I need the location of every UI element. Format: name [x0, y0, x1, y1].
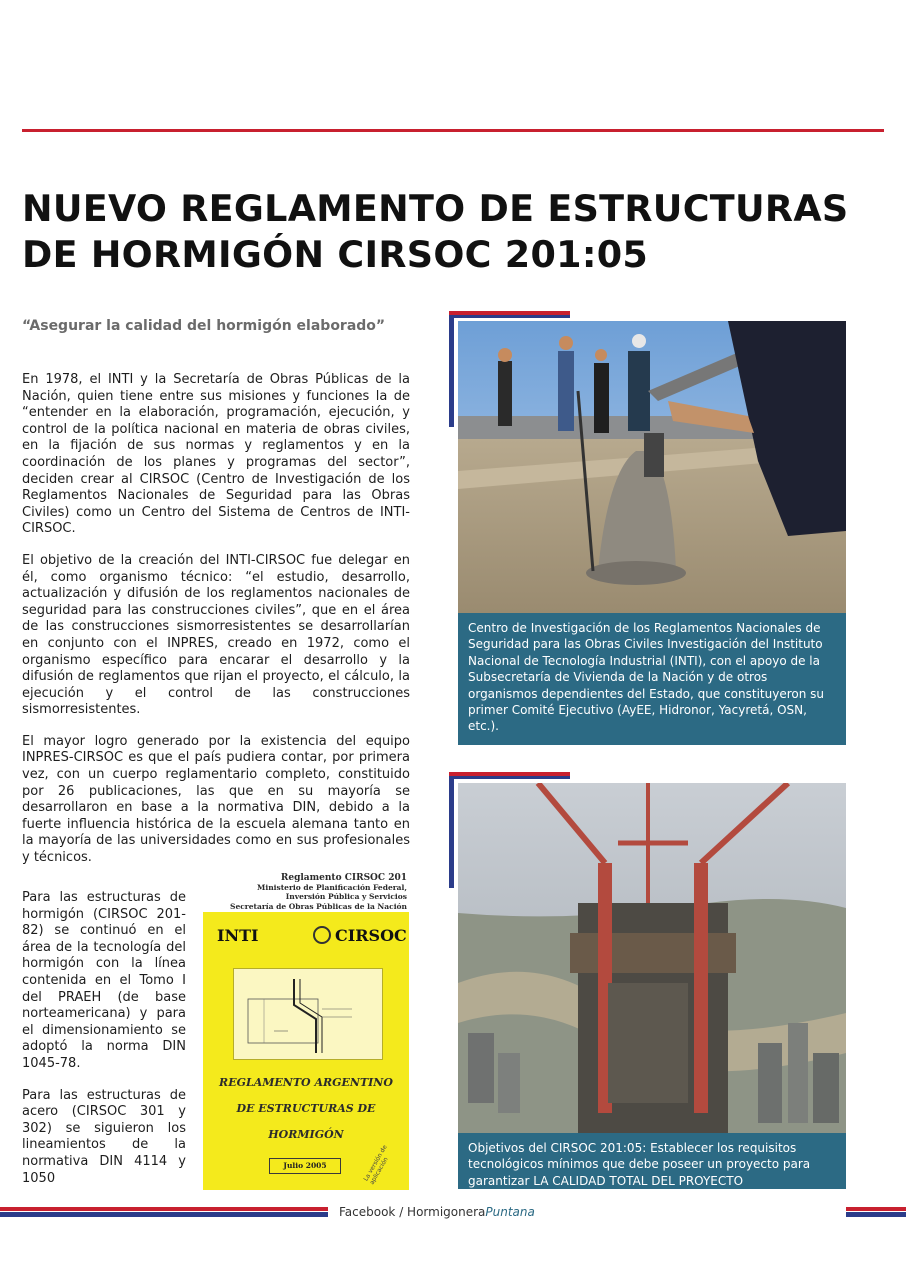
paragraph-1: En 1978, el INTI y la Secretaría de Obras Públicas de la Nación, quien tiene entre sus misiones y funciones la de “entender en la elaboración, programación, ejecución, y control de la política nacional en materia de obras civiles, en la fijación de sus normas y reglamentos y en la coordinación de los planes y programas del sector”, deciden crear al CIRSOC (Centro de Investigación de los Reglamentos Nacionales de Seguridad para las Obras Civiles) como un Centro del Sistema de Centros de INTI-CIRSOC.: [22, 372, 410, 537]
slump-test-image: [458, 321, 846, 613]
paragraph-5: Para las estructuras de acero (CIRSOC 301 y 302) se siguieron los lineamientos de la normativa DIN 4114 y 1050: [22, 1087, 186, 1186]
cover-date: Julio 2005: [269, 1158, 341, 1174]
paragraph-3: El mayor logro generado por la existencia del equipo INPRES-CIRSOC es que el país pudiera contar, por primera vez, con un cuerpo reglamentario completo, constituido por 26 publicaciones, las que en su mayoría se desarrollaron en base a la normativa DIN, debido a la fuerte influencia histórica de la escuela alemana tanto en la mayoría de las universidades como en sus profesionales y técnicos.: [22, 733, 410, 866]
photo1-accent-left: [449, 315, 454, 427]
cover-head-line-3: Inversión Pública y Servicios: [285, 892, 407, 902]
cirsoc-logo: CIRSOC: [335, 926, 407, 945]
cover-stamp: La versión de aplicación: [362, 1143, 390, 1186]
book-cover-image: [203, 874, 409, 1190]
rebar-drawing-icon: [234, 969, 382, 1059]
photo2-accent-left: [449, 776, 454, 888]
cover-yellow-panel: [203, 912, 409, 1190]
footer-social-link[interactable]: [339, 1205, 535, 1219]
narrow-column: [22, 890, 186, 1202]
cover-title: [209, 1070, 403, 1148]
cover-head-line-2: Ministerio de Planificación Federal,: [257, 883, 407, 893]
header-rule: [22, 129, 884, 132]
inti-logo: INTI: [217, 926, 259, 945]
footer-rule-blue-right: [846, 1212, 906, 1217]
tower-construction-photo: [458, 783, 846, 1133]
cover-title-line-3: HORMIGÓN: [268, 1128, 344, 1141]
cover-head-line-4: Secretaría de Obras Públicas de la Nación: [230, 901, 407, 911]
title-line-1: NUEVO REGLAMENTO DE ESTRUCTURAS: [22, 187, 849, 230]
photo1-accent-blue: [449, 315, 570, 318]
cover-title-line-2: DE ESTRUCTURAS DE: [236, 1102, 376, 1115]
footer-prefix: Facebook / Hormigonera: [339, 1205, 486, 1219]
footer-brand: Puntana: [485, 1205, 535, 1219]
cover-head-line-1: Reglamento CIRSOC 201: [280, 873, 407, 883]
article-title: [22, 186, 882, 278]
article-subtitle: “Asegurar la calidad del hormigón elaborado”: [22, 318, 386, 334]
cover-logos: [213, 922, 407, 952]
seal-icon: [313, 926, 331, 944]
photo1-caption: Centro de Investigación de los Reglamentos Nacionales de Seguridad para las Obras Civiles Investigación del Instituto Nacional de Tecnología Industrial (INTI), con el apoyo de la Subsecretaría de Vivienda de la Nación y de otros organismos dependientes del Estado, que constituyeron su primer Comité Ejecutivo (AyEE, Hidronor, Yacyretá, OSN, etc.).: [458, 613, 846, 745]
footer-rule-red-left: [0, 1207, 328, 1211]
body-column: [22, 372, 410, 882]
tower-image: [458, 783, 846, 1133]
cover-title-line-1: REGLAMENTO ARGENTINO: [219, 1076, 393, 1089]
title-line-2: DE HORMIGÓN CIRSOC 201:05: [22, 233, 649, 276]
footer-rule-red-right: [846, 1207, 906, 1211]
concrete-slump-test-photo: [458, 321, 846, 613]
photo2-caption: Objetivos del CIRSOC 201:05: Establecer los requisitos tecnológicos mínimos que debe poseer un proyecto para garantizar LA CALIDAD TOTAL DEL PROYECTO: [458, 1133, 846, 1189]
paragraph-4: Para las estructuras de hormigón (CIRSOC 201-82) se continuó en el área de la tecnología del hormigón con la línea contenida en el Tomo I del PRAEH (de base norteamericana) y para el dimensionamiento se adoptó la norma DIN 1045-78.: [22, 890, 186, 1071]
paragraph-2: El objetivo de la creación del INTI-CIRSOC fue delegar en él, como organismo técnico: “el estudio, desarrollo, actualización y difusión de los reglamentos nacionales de seguridad para las construcciones civiles”, que en el área de las construcciones sismorresistentes se desarrollarían en conjunto con el INPRES, creado en 1972, como el organismo específico para encarar el desarrollo y la difusión de reglamentos que rijan el proyecto, el cálculo, la ejecución y el control de las construcciones sismorresistentes.: [22, 552, 410, 718]
footer-rule-blue-left: [0, 1212, 328, 1217]
technical-drawing: [233, 968, 383, 1060]
cover-header: [230, 874, 407, 911]
photo2-accent-blue: [449, 776, 570, 779]
